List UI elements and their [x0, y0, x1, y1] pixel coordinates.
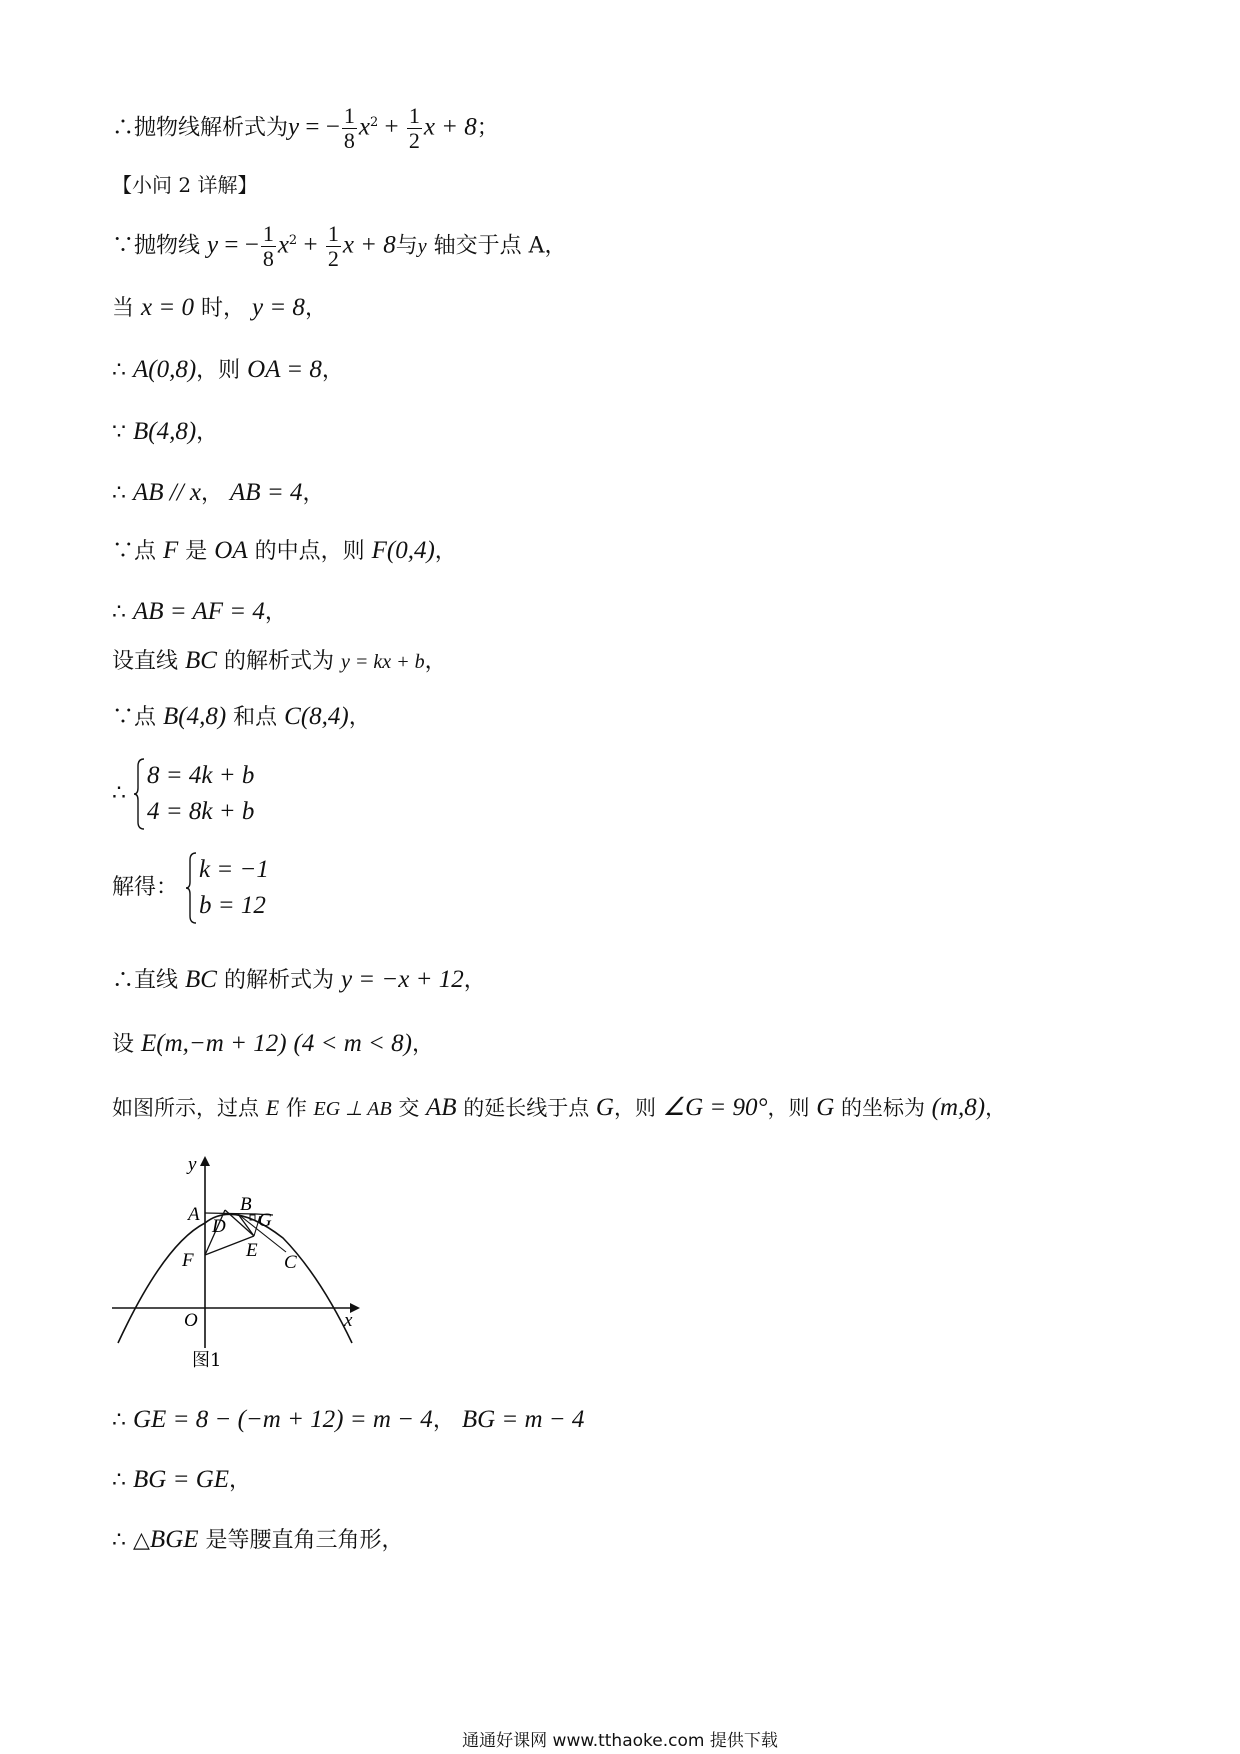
system-brace-group: k = −1 b = 12 — [185, 852, 269, 924]
label-x: x — [344, 1310, 353, 1331]
line-bc-result: ∴直线 BC 的解析式为 y = −x + 12， — [112, 966, 486, 993]
section-heading: 【小问 2 详解】 — [112, 173, 258, 197]
fraction: $\frac{1}{2}$ — [327, 221, 339, 271]
label-c: C — [284, 1252, 297, 1273]
line-ab-af: ∴ AB = AF = 4， — [112, 598, 287, 625]
system-brace-group: 8 = 4k + b 4 = 8k + b — [133, 758, 254, 830]
line-isosceles: ∴ △BGE 是等腰直角三角形， — [112, 1526, 404, 1553]
label-a: A — [188, 1204, 200, 1225]
figure-1 — [108, 1148, 368, 1368]
parabola — [118, 1214, 352, 1343]
line-when-x-zero: 当 x = 0 时， y = 8， — [112, 294, 327, 321]
label-b: B — [240, 1194, 252, 1215]
line-point-a: ∴ A(0,8)，则 OA = 8， — [112, 356, 344, 383]
label-o: O — [184, 1310, 198, 1331]
equation-system: ∴ 8 = 4k + b 4 = 8k + b — [112, 758, 254, 830]
line-point-e: 设 E(m,−m + 12) (4 < m < 8)， — [112, 1030, 434, 1057]
line-construction: 如图所示，过点 E 作 EG ⊥ AB 交 AB 的延长线于点 G，则 ∠G = 90°，则 G 的坐标为 (m,8)， — [112, 1094, 1007, 1121]
line-ge-bg: ∴ GE = 8 − (−m + 12) = m − 4， BG = m − 4 — [112, 1406, 585, 1433]
line-parabola-intersect: ∵抛物线 y = − $\frac{1}{8}$ $x^2$ + $\frac{1}{2}$ x + 8与y 轴交于点 A， — [112, 221, 567, 271]
brace-icon — [133, 758, 145, 830]
line-points-bc: ∵点 B(4,8) 和点 C(8,4)， — [112, 703, 371, 730]
brace-icon — [185, 852, 197, 924]
label-g: G — [258, 1210, 272, 1231]
label-e: E — [246, 1240, 258, 1261]
line-bc-setup: 设直线 BC 的解析式为 y = kx + b， — [112, 647, 447, 674]
y-axis-arrow — [200, 1156, 210, 1166]
line-bg-eq-ge: ∴ BG = GE， — [112, 1466, 252, 1493]
footer-watermark: 通通好课网 www.tthaoke.com 提供下载 — [462, 1731, 778, 1751]
label-d: D — [212, 1216, 226, 1237]
label-y: y — [188, 1154, 197, 1175]
line-ab-parallel: ∴ AB // x， AB = 4， — [112, 479, 325, 506]
label-f: F — [182, 1250, 194, 1271]
solution-system: 解得： k = −1 b = 12 — [112, 852, 269, 924]
line-point-f: ∵点 F 是 OA 的中点，则 F(0,4)， — [112, 537, 457, 564]
line-parabola-result: ∴抛物线解析式为y = − $\frac{1}{8}$ $x^2$ + $\frac{1}{2}$ x + 8； — [112, 103, 499, 153]
line-point-b: ∵ B(4,8)， — [112, 418, 219, 445]
fraction: $\frac{1}{8}$ — [343, 103, 355, 153]
fraction: $\frac{1}{8}$ — [262, 221, 274, 271]
fraction: $\frac{1}{2}$ — [408, 103, 420, 153]
figure-caption: 图1 — [192, 1350, 222, 1368]
